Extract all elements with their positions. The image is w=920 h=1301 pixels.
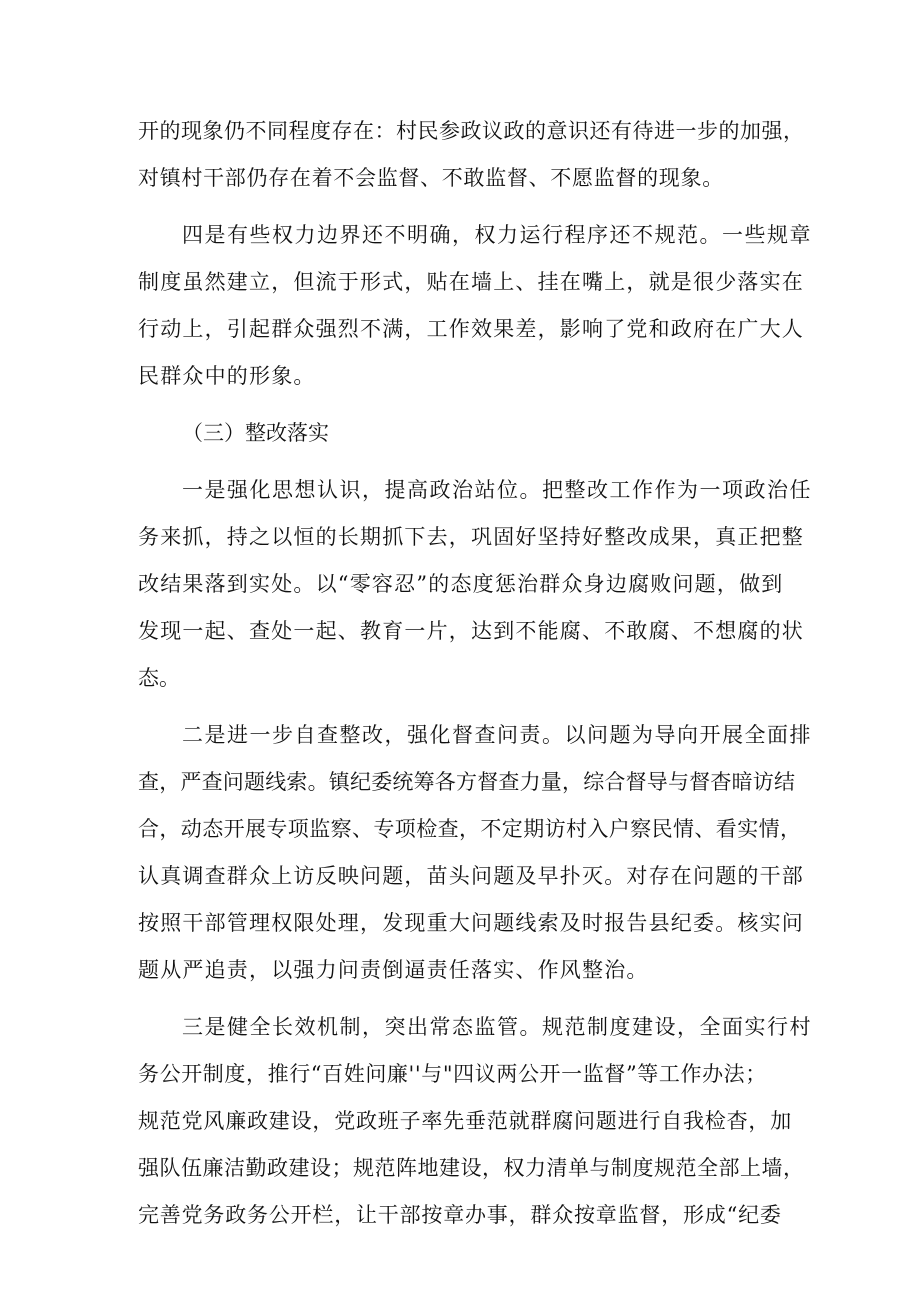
text-line: 民群众中的形象。 [138, 364, 316, 388]
text-line: 四是有些权力边界还不明确，权力运行程序还不规范。一些规章 [182, 223, 812, 247]
text-line: 发现一起、查处一起、教育一片，达到不能腐、不敢腐、不想腐的状 [138, 619, 804, 643]
paragraph-strengthen-awareness [138, 467, 812, 702]
paragraph-gap [138, 457, 798, 467]
text-line: 认真调查群众上访反映问题，苗头问题及早扑灭。对存在问题的干部 [138, 864, 804, 888]
paragraph-gap [138, 994, 798, 1004]
paragraph-power-boundaries [138, 212, 812, 400]
text-line: 二是进一步自查整改，强化督查问责。以问题为导向开展全面排 [182, 723, 812, 747]
text-line: 题从严追责，以强力问责倒逼责任落实、作风整治。 [138, 958, 649, 982]
text-line: 对镇村干部仍存在着不会监督、不敢监督、不愿监督的现象。 [138, 166, 724, 190]
text-line: 开的现象仍不同程度存在：村民参政议政的意识还有待进一步的加强， [138, 119, 805, 143]
text-line: 态。 [138, 666, 180, 690]
text-line: 强队伍廉洁勤政建设；规范阵地建设，权力清单与制度规范全部上墙， [138, 1156, 805, 1180]
paragraph-supervision-awareness [138, 108, 805, 202]
text-line: 改结果落到实处。以“零容忍”的态度惩治群众身边腐败问题，做到 [138, 572, 784, 596]
text-line: 务公开制度，推行“百姓问廉''与"四议两公开一监督”等工作办法； [138, 1062, 767, 1086]
section-heading: （三）整改落实 [182, 421, 329, 445]
text-line: 行动上，引起群众强烈不满，工作效果差，影响了党和政府在广大人 [138, 317, 804, 341]
text-line: 三是健全长效机制，突出常态监管。规范制度建设，全面实行村 [182, 1015, 812, 1039]
text-line: 务来抓，持之以恒的长期抓下去，巩固好坚持好整改成果，真正把整 [138, 525, 804, 549]
text-line: 一是强化思想认识，提高政治站位。把整改工作作为一项政治任 [182, 478, 812, 502]
paragraph-gap [138, 400, 798, 410]
text-line: 完善党务政务公开栏，让干部按章办事，群众按章监督，形成“纪委 [138, 1203, 782, 1227]
paragraph-gap [138, 202, 798, 212]
text-line: 规范党风廉政建设，党政班子率先垂范就群腐问题进行自我检杳，加 [138, 1109, 792, 1133]
text-line: 按照干部管理权限处理，发现重大问题线索及时报告县纪委。核实问 [138, 911, 804, 935]
document-body [138, 108, 812, 1239]
paragraph-self-inspection [138, 712, 812, 994]
text-line: 制度虽然建立，但流于形式，贴在墙上、挂在嘴上，就是很少落实在 [138, 270, 804, 294]
text-line: 查，严查问题线索。镇纪委统筹各方督查力量，综合督导与督杳暗访结 [138, 770, 796, 794]
text-line: 合，动态开展专项监察、专项检查，不定期访村入户察民情、看实情， [138, 817, 802, 841]
paragraph-gap [138, 702, 798, 712]
paragraph-long-term-mechanism [138, 1004, 812, 1239]
